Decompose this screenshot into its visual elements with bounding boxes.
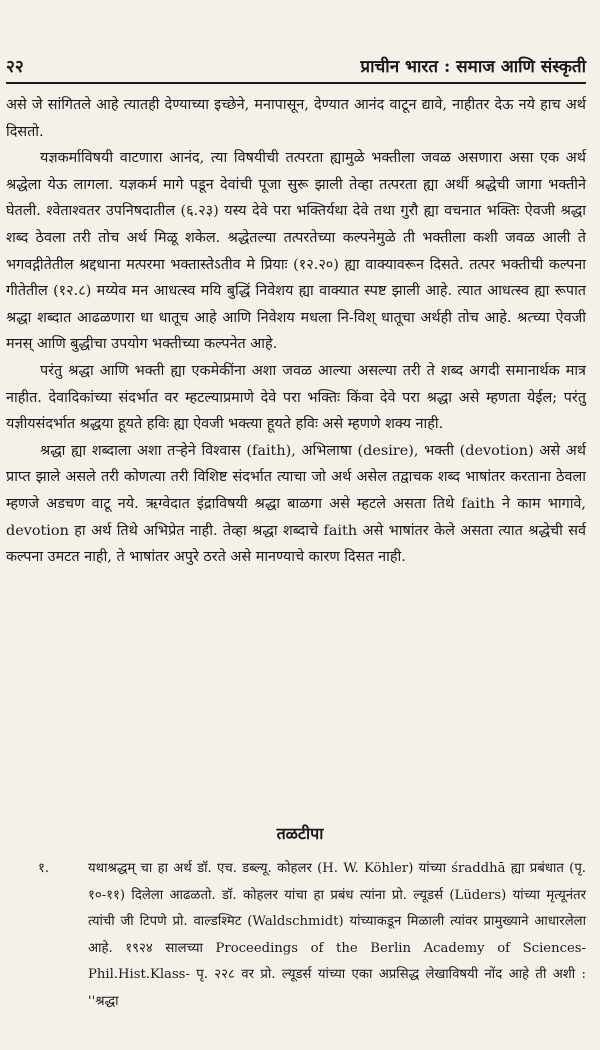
footnote-text: यथाश्रद्धम् चा हा अर्थ डॉ. एच. डब्ल्यू. कोहलर (H. W. Köhler) यांच्या śraddhā ह्या प्रबंधात (पृ. १०-११) दिलेला आढळतो. डॉ. कोहलर यांचा हा प्रबंध त्यांना प्रो. ल्यूडर्स (Lüders) यांच्या मृत्यूनंतर त्यांची जी टिपणे प्रो. वाल्डश्मिट (Waldschmidt) यांच्याकडून मिळाली त्यांवर प्रामुख्याने आधारलेला आहे. १९२४ सालच्या Proceedings of the Berlin Academy of Sciences-Phil.Hist.Klass- पृ. २२८ वर प्रो. ल्यूडर्स यांच्या एका अप्रसिद्ध लेखाविषयी नोंद आहे ती अशी : ''श्रद्धा: [88, 861, 586, 1009]
paragraph-continuation: असे जे सांगितले आहे त्यातही देण्याच्या इच्छेने, मनापासून, देण्यात आनंद वाटून द्यावे, नाहीतर देऊ नये हाच अर्थ दिसतो.: [6, 97, 586, 140]
page-header: [6, 54, 586, 84]
running-title: प्राचीन भारत : समाज आणि संस्कृती: [360, 57, 586, 77]
paragraph: यज्ञकर्माविषयी वाटणारा आनंद, त्या विषयीची तत्परता ह्यामुळे भक्तीला जवळ असणारा असा एक अर्थ श्रद्धेला येऊ लागला. यज्ञकर्म मागे पडून देवांची पूजा सुरू झाली तेव्हा तत्परता ह्या अर्थी श्रद्धेची जागा भक्तीने घेतली. श्वेताश्वतर उपनिषदातील (६.२३) यस्य देवे परा भक्तिर्यथा देवे तथा गुरौ ह्या वचनात भक्तिः ऐवजी श्रद्धा शब्द ठेवला तरी तोच अर्थ मिळू शकेल. श्रद्धेतल्या तत्परतेच्या कल्पनेमुळे ती भक्तीला कशी जवळ आली ते भगवद्गीतेतील श्रद्दधाना मत्परमा भक्तास्तेऽतीव मे प्रियाः (१२.२०) ह्या वाक्यावरून दिसते. तत्पर भक्तीची कल्पना गीतेतील (१२.८) मय्येव मन आधत्स्व मयि बुद्धिं निवेशय ह्या वाक्यात स्पष्ट झाली आहे. त्यात आधत्स्व ह्या रूपात श्रद्धा शब्दात आढळणारा धा धातूच आहे आणि निवेशय मधला नि-विश् धातूचा अर्थही तोच आहे. श्रत्च्या ऐवजी मनस् आणि बुद्धीचा उपयोग भक्तीच्या कल्पनेत आहे.: [6, 150, 586, 353]
footnote-number: १.: [38, 861, 50, 876]
paragraph: श्रद्धा ह्या शब्दाला अशा तऱ्हेने विश्वास (faith), अभिलाषा (desire), भक्ती (devotion) असे अर्थ प्राप्त झाले असले तरी कोणत्या तरी विशिष्ट संदर्भात त्याचा जो अर्थ असेल तद्वाचक शब्द भाषांतर करताना ठेवला म्हणजे अडचण वाटू नये. ऋग्वेदात इंद्राविषयी श्रद्धा बाळगा असे म्हटले असता तिथे faith ने काम भागावे, devotion हा अर्थ तिथे अभिप्रेत नाही. तेव्हा श्रद्धा शब्दाचे faith असे भाषांतर केले असता त्यात श्रद्धेची सर्व कल्पना उमटत नाही, ते भाषांतर अपुरे ठरते असे मानण्याचे कारण दिसत नाही.: [6, 442, 586, 566]
paragraph: परंतु श्रद्धा आणि भक्ती ह्या एकमेकींना अशा जवळ आल्या असल्या तरी ते शब्द अगदी समानार्थक मात्र नाहीत. देवादिकांच्या संदर्भात वर म्हटल्याप्रमाणे देवे परा भक्तिः किंवा देवे परा श्रद्धा असे म्हणता येईल; परंतु यज्ञीयसंदर्भात श्रद्धया हूयते हविः ह्या ऐवजी भक्त्या हूयते हविः असे म्हणणे शक्य नाही.: [6, 362, 586, 433]
body-text: [6, 92, 586, 571]
page-number: २२: [6, 57, 24, 77]
footnotes-heading: तळटीपा: [276, 824, 324, 843]
header-rule: [6, 82, 586, 84]
